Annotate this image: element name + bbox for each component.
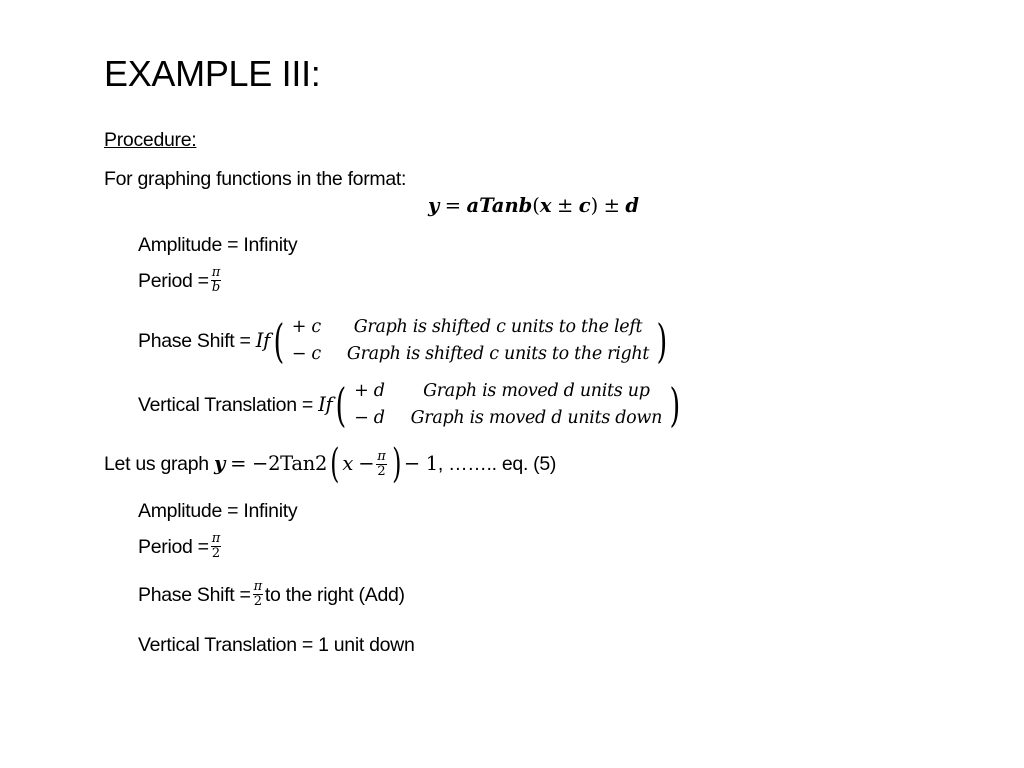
example-period-denominator: 2 (211, 546, 220, 561)
formula-pm-2: ± (603, 194, 620, 217)
period-label: Period = (138, 269, 209, 292)
example-tail: − 1 (403, 452, 438, 475)
vertical-cases (332, 378, 683, 432)
example-phase-label: Phase Shift = (138, 583, 251, 606)
procedure-heading: Procedure: (104, 129, 197, 151)
example-eq-ref: , …….. eq. (5) (437, 453, 557, 475)
phase-cases-table (288, 314, 653, 368)
vertical-open-paren: ( (335, 378, 347, 432)
example-phase-numerator: π (253, 579, 262, 594)
formula-atanb: aTanb (466, 194, 533, 217)
period-denominator: b (211, 280, 220, 295)
vertical-label: Vertical Translation = (138, 394, 313, 416)
vertical-if: If (318, 393, 333, 416)
example-phase-denominator: 2 (253, 594, 262, 609)
phase-close-paren: ) (656, 314, 668, 368)
phase-open-paren: ( (273, 314, 285, 368)
procedure-vertical-translation (138, 378, 684, 432)
phase-shift-label: Phase Shift = (138, 330, 251, 352)
general-formula (428, 194, 639, 218)
vertical-cases-table (350, 378, 666, 432)
example-phase-fraction (253, 580, 263, 609)
formula-d: d (625, 194, 640, 217)
vertical-case-sign: + d (354, 381, 385, 401)
example-period-fraction (211, 532, 221, 561)
phase-case-sign: − c (291, 344, 321, 364)
phase-case-left (288, 314, 653, 341)
procedure-period (138, 266, 223, 295)
example-close-paren: ) (391, 441, 401, 487)
period-numerator: π (211, 265, 221, 280)
formula-pm: ± (556, 194, 574, 217)
procedure-phase-shift (138, 314, 671, 368)
formula-y: y (428, 194, 440, 217)
example-rhs: = −2Tan2 (230, 452, 328, 475)
example-paren-group (327, 441, 404, 487)
period-fraction (211, 266, 221, 295)
vertical-case-sign: − d (354, 408, 385, 428)
procedure-intro: For graphing functions in the format: (104, 168, 407, 190)
example-period-numerator: π (211, 531, 221, 546)
example-phase-shift (138, 580, 405, 609)
example-open-paren: ( (330, 441, 340, 487)
example-frac-numerator: π (377, 448, 386, 464)
example-x: x (342, 452, 354, 475)
vertical-case-up (350, 378, 666, 405)
example-fraction (376, 450, 386, 479)
vertical-case-down (350, 405, 666, 432)
phase-cases (270, 314, 671, 368)
example-y: y (213, 452, 225, 475)
vertical-case-text: Graph is moved d units up (423, 381, 650, 401)
example-frac-denominator: 2 (377, 463, 386, 479)
example-period-label: Period = (138, 535, 209, 558)
vertical-close-paren: ) (669, 378, 681, 432)
formula-close-paren: ) (590, 194, 599, 217)
example-vertical-translation: Vertical Translation = 1 unit down (138, 634, 415, 656)
formula-eq: = (444, 194, 462, 217)
phase-case-right (288, 341, 653, 368)
phase-case-text: Graph is shifted c units to the left (353, 317, 643, 337)
example-equation (104, 441, 557, 487)
formula-c: c (578, 194, 591, 217)
example-lead: Let us graph (104, 453, 209, 475)
example-phase-tail: to the right (Add) (264, 583, 405, 606)
example-minus: − (358, 452, 375, 475)
example-period (138, 532, 223, 561)
procedure-amplitude: Amplitude = Infinity (138, 234, 298, 256)
formula-open-paren: ( (532, 194, 540, 217)
slide-title: EXAMPLE III: (104, 53, 321, 94)
phase-if: If (255, 329, 271, 352)
example-amplitude: Amplitude = Infinity (138, 500, 298, 522)
formula-x: x (539, 194, 552, 217)
phase-case-text: Graph is shifted c units to the right (346, 344, 650, 364)
vertical-case-text: Graph is moved d units down (410, 408, 663, 428)
phase-case-sign: + c (291, 317, 321, 337)
